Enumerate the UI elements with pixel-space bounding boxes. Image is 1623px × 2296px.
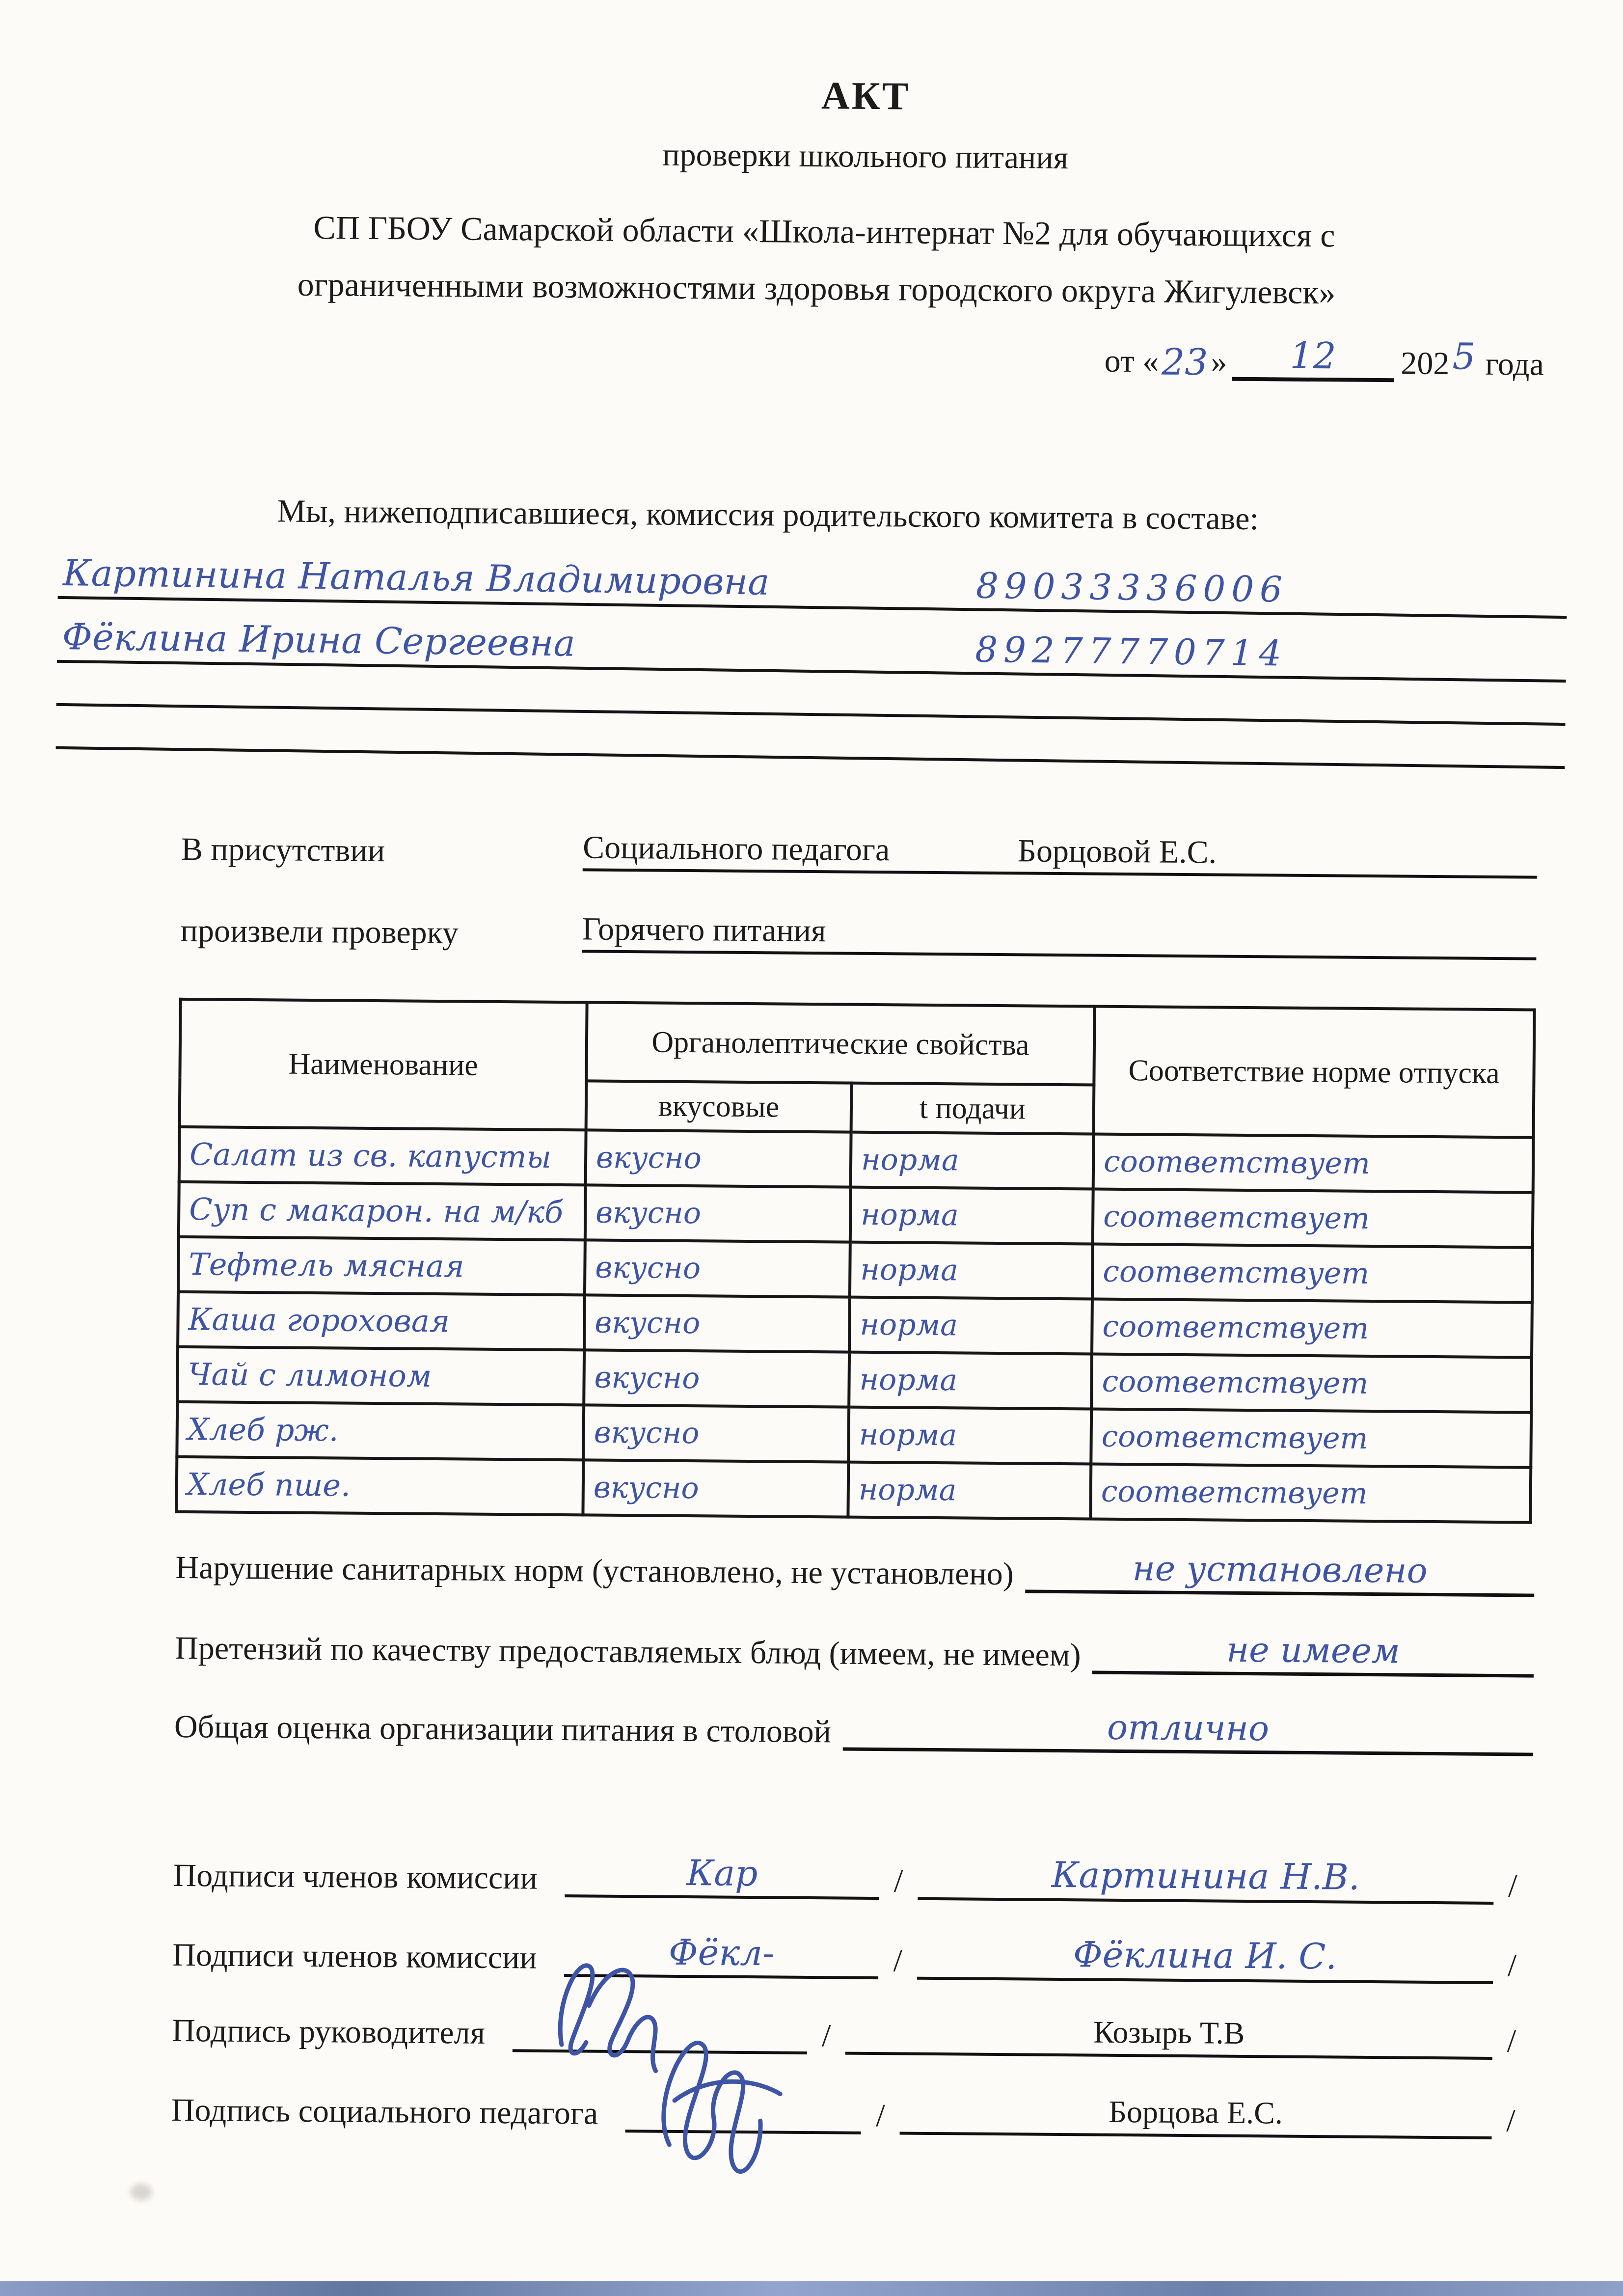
signature-row-commission-member-1 <box>173 1847 1532 1905</box>
statement-blank <box>1025 1547 1534 1597</box>
signature-row-commission-member-2 <box>172 1927 1532 1985</box>
check-label: произвели проверку <box>180 912 459 951</box>
member-name-handwritten: Картинина Наталья Владимировна <box>62 552 770 603</box>
norm-cell: соответствует <box>1092 1244 1533 1303</box>
table-row <box>178 1292 1532 1358</box>
slash-separator: / <box>1507 1947 1517 1984</box>
col-header-name: Наименование <box>180 999 587 1130</box>
slash-separator: / <box>1508 1868 1517 1904</box>
table-row <box>179 1182 1533 1248</box>
signature-label: Подпись руководителя <box>171 2012 486 2051</box>
member-name-handwritten: Фёклина Ирина Сергеевна <box>61 616 576 665</box>
intro-paragraph: Мы, нижеподписавшиеся, комиссия родительского комитета в составе: <box>277 493 1259 537</box>
statement-label: Общая оценка организации питания в столовой <box>174 1708 832 1750</box>
inspection-table <box>175 998 1536 1524</box>
table-row <box>177 1347 1532 1413</box>
slash-separator: / <box>1507 2023 1516 2059</box>
check-line <box>180 907 1537 960</box>
dish-name-cell: Хлеб пше. <box>176 1457 583 1515</box>
signature-label: Подпись социального педагога <box>171 2092 598 2132</box>
col-header-norm: Соответствие норме отпуска <box>1094 1007 1535 1138</box>
statement-blank <box>843 1705 1534 1756</box>
statement-quality-claims <box>175 1621 1534 1678</box>
statement-value-handwritten: не имеем <box>1226 1629 1401 1671</box>
member-phone-handwritten: 89277770714 <box>974 629 1288 674</box>
norm-cell: соответствует <box>1090 1464 1531 1523</box>
commission-members-lines <box>56 539 1568 769</box>
dish-name-cell: Тефтель мясная <box>178 1237 585 1295</box>
organization-name-line1: СП ГБОУ Самарской области «Школа-интернат №2 для обучающихся с <box>313 208 1335 254</box>
signature-handwritten: Фёкл- <box>668 1931 775 1974</box>
taste-cell: вкусно <box>586 1130 851 1187</box>
dish-name-cell: Салат из св. капусты <box>179 1127 586 1185</box>
member-phone-handwritten: 89033336006 <box>975 565 1289 610</box>
date-close-quote: » <box>1211 344 1227 380</box>
signature-blank <box>513 2047 807 2054</box>
date-suffix: года <box>1485 346 1544 383</box>
organization-name-line2: ограниченными возможностями здоровья городского округа Жигулевск» <box>297 265 1336 311</box>
signature-blank <box>564 1931 879 1979</box>
temp-cell: норма <box>848 1462 1091 1519</box>
statement-value-handwritten: не установлено <box>1132 1548 1428 1591</box>
scanner-edge-artifact <box>0 2281 1623 2296</box>
signature-name-blank <box>918 1853 1494 1905</box>
table-row <box>179 1127 1534 1193</box>
col-header-organoleptic: Органолептические свойства <box>586 1002 1094 1085</box>
temp-cell: норма <box>848 1407 1091 1464</box>
date-month-blank <box>1232 334 1394 383</box>
norm-cell: соответствует <box>1091 1354 1532 1413</box>
slash-separator: / <box>893 1863 903 1899</box>
taste-cell: вкусно <box>585 1240 850 1297</box>
temp-cell: норма <box>851 1132 1094 1189</box>
table-row <box>178 1237 1533 1303</box>
signer-name-handwritten: Картинина Н.В. <box>1051 1854 1360 1898</box>
col-header-temp: t подачи <box>851 1083 1094 1134</box>
taste-cell: вкусно <box>584 1350 849 1407</box>
slash-separator: / <box>893 1942 903 1979</box>
signature-name-blank <box>845 2012 1492 2060</box>
date-year-printed: 202 <box>1401 345 1450 382</box>
slash-separator: / <box>1506 2103 1516 2139</box>
norm-cell: соответствует <box>1093 1134 1534 1193</box>
signature-row-director <box>172 2006 1531 2060</box>
signature-blank <box>625 2128 861 2134</box>
signature-row-social-pedagogue <box>171 2086 1531 2140</box>
statement-label: Претензий по качеству предоставляемых блюд (имеем, не имеем) <box>175 1630 1081 1673</box>
signature-name-blank <box>917 1933 1493 1984</box>
dish-name-cell: Хлеб рж. <box>177 1402 584 1460</box>
temp-cell: норма <box>850 1187 1093 1244</box>
date-prefix: от « <box>1104 343 1159 380</box>
page-title: АКТ <box>821 74 911 118</box>
signer-name-typed: Козырь Т.В <box>1093 2014 1245 2050</box>
dish-name-cell: Суп с макарон. на м/кб <box>179 1182 586 1240</box>
dish-name-cell: Каша гороховая <box>178 1292 585 1350</box>
signature-label: Подписи членов комиссии <box>173 1857 538 1896</box>
norm-cell: соответствует <box>1091 1409 1531 1468</box>
signature-blank <box>565 1851 880 1900</box>
temp-cell: норма <box>849 1297 1092 1354</box>
taste-cell: вкусно <box>583 1405 849 1462</box>
taste-cell: вкусно <box>584 1295 850 1352</box>
signature-label: Подписи членов комиссии <box>172 1937 537 1976</box>
taste-cell: вкусно <box>585 1185 851 1242</box>
statement-blank <box>1092 1629 1534 1678</box>
check-object-underlined: Горячего питания <box>582 910 1537 960</box>
norm-cell: соответствует <box>1092 1299 1532 1358</box>
temp-cell: норма <box>850 1242 1093 1299</box>
date-line <box>1104 336 1544 383</box>
page-subtitle: проверки школьного питания <box>662 137 1069 176</box>
signer-name-handwritten: Фёклина И. С. <box>1073 1934 1337 1977</box>
norm-cell: соответствует <box>1093 1189 1533 1248</box>
table-row <box>177 1402 1531 1468</box>
slash-separator: / <box>875 2098 885 2134</box>
statement-sanitary-norms <box>175 1541 1535 1597</box>
col-header-taste: вкусовые <box>586 1081 852 1132</box>
presence-person-underlined: Борцовой Е.С. <box>989 832 1538 879</box>
statement-label: Нарушение санитарных норм (установлено, не установлено) <box>175 1549 1014 1592</box>
signature-name-blank <box>899 2091 1492 2139</box>
statement-overall-rating <box>174 1700 1534 1756</box>
dish-name-cell: Чай с лимоном <box>177 1347 584 1405</box>
statement-value-handwritten: отлично <box>1107 1707 1270 1749</box>
taste-cell: вкусно <box>583 1460 848 1517</box>
presence-role-underlined: Социального педагога <box>583 829 990 875</box>
date-month-handwritten: 12 <box>1290 334 1336 378</box>
temp-cell: норма <box>849 1352 1092 1409</box>
signature-handwritten: Кар <box>686 1852 758 1894</box>
scan-smudge <box>130 2184 152 2200</box>
table-row <box>176 1457 1531 1523</box>
signer-name-typed: Борцова Е.С. <box>1109 2094 1283 2131</box>
presence-line <box>181 826 1538 879</box>
slash-separator: / <box>821 2018 831 2054</box>
presence-label: В присутствии <box>181 831 385 869</box>
date-day-handwritten: 23 <box>1161 341 1208 384</box>
date-year-digit-handwritten: 5 <box>1452 335 1476 378</box>
